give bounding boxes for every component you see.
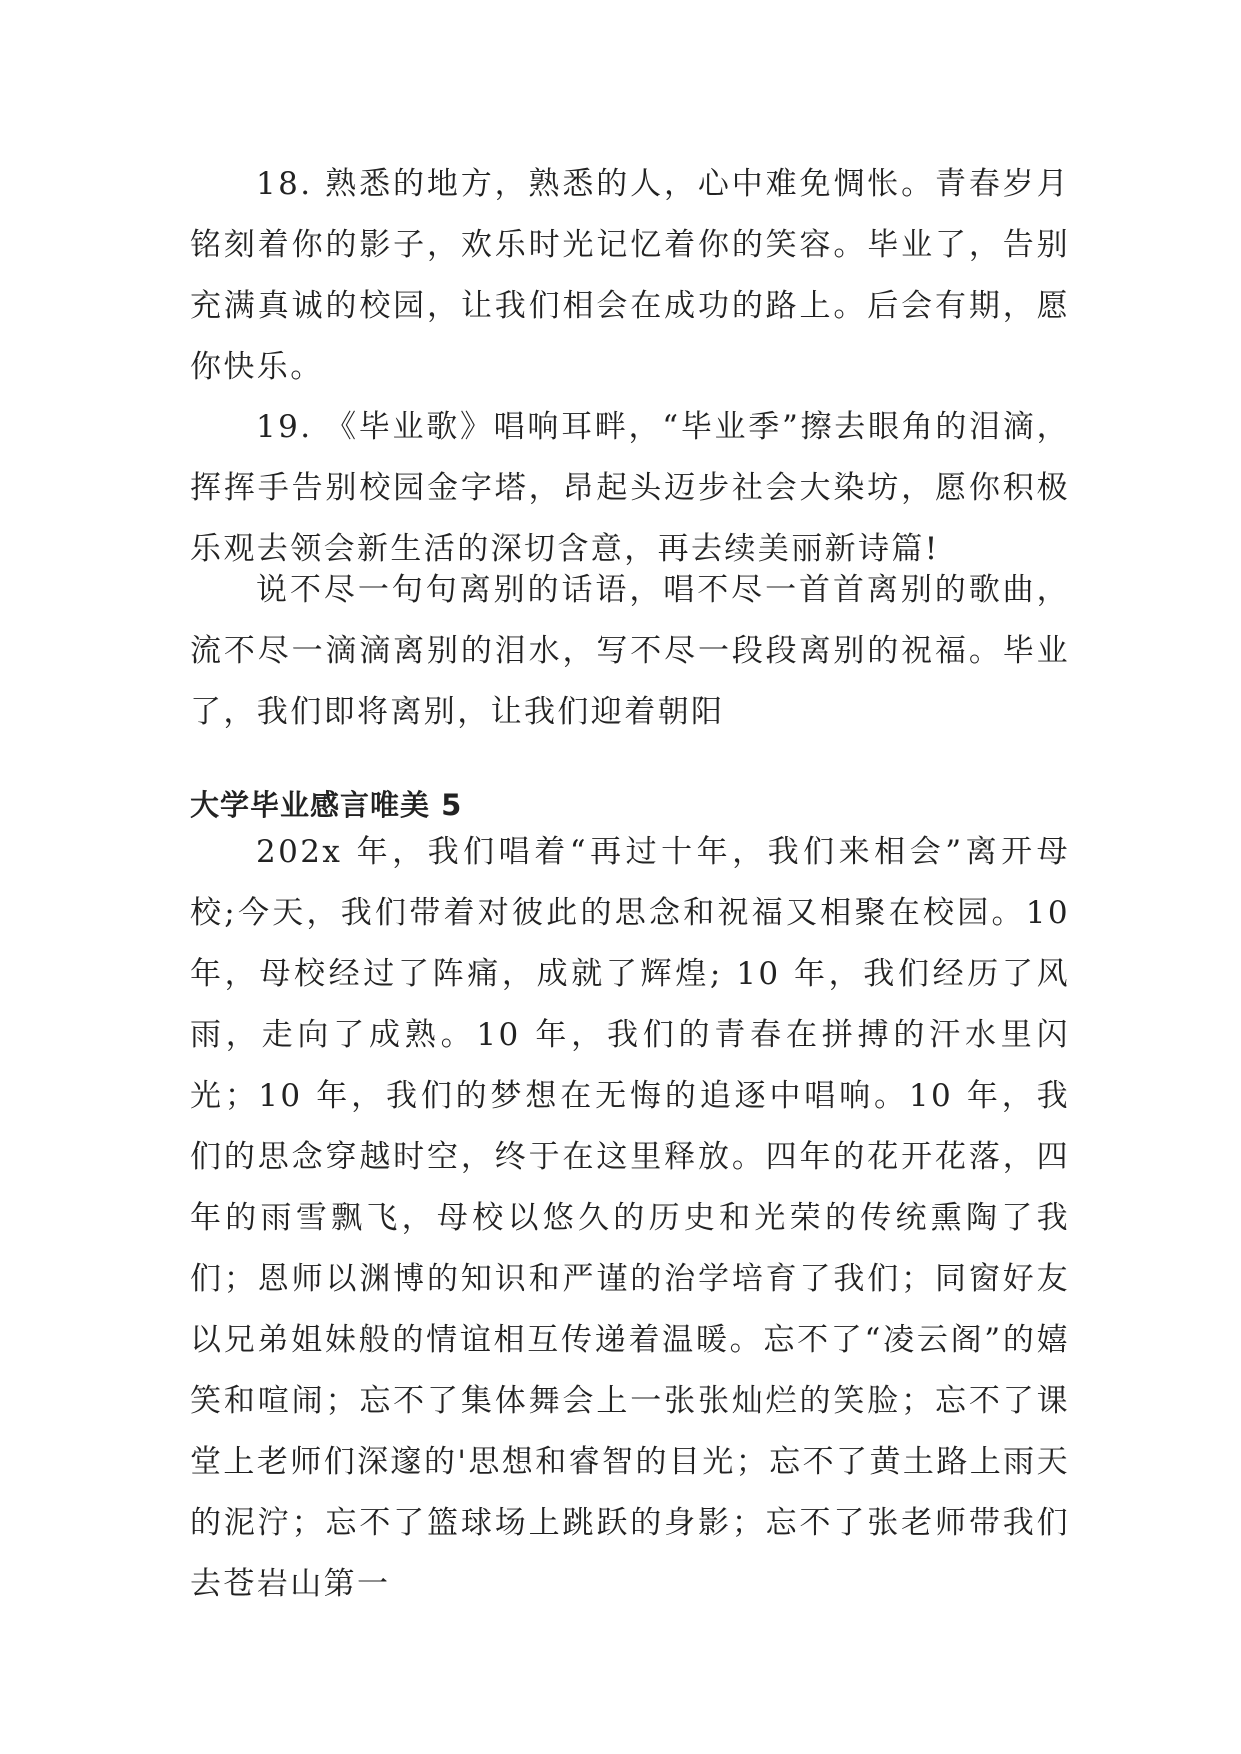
section-paragraph: 202x 年，我们唱着“再过十年，我们来相会”离开母校;今天，我们带着对彼此的思念和祝福又相聚在校园。10 年，母校经过了阵痛，成就了辉煌; 10 年，我们经历了风雨，走向了成熟。10 年，我们的青春在拼搏的汗水里闪光；10 年，我们的梦想在无悔的追逐中唱响。10 年，我们的思念穿越时空，终于在这里释放。四年的花开花落，四年的雨雪飘飞，母校以悠久的历史和光荣的传统熏陶了我们；恩师以渊博的知识和严谨的治学培育了我们；同窗好友以兄弟姐妹般的情谊相互传递着温暖。忘不了“凌云阁”的嬉笑和喧闹；忘不了集体舞会上一张张灿烂的笑脸；忘不了课堂上老师们深邃的'思想和睿智的目光；忘不了黄土路上雨天的泥泞；忘不了篮球场上跳跃的身影；忘不了张老师带我们去苍岩山第一 (190, 834, 1070, 1602)
paragraph-18: 18. 熟悉的地方，熟悉的人，心中难免惆怅。青春岁月铭刻着你的影子，欢乐时光记忆着你的笑容。毕业了，告别充满真诚的校园，让我们相会在成功的路上。后会有期，愿你快乐。 (190, 166, 1070, 385)
paragraph-19: 19. 《毕业歌》唱响耳畔，“毕业季”擦去眼角的泪滴，挥挥手告别校园金字塔，昂起头迈步社会大染坊，愿你积极乐观去领会新生活的深切含意，再去续美丽新诗篇! (190, 409, 1070, 567)
section-heading: 大学毕业感言唯美 5 (190, 788, 463, 822)
closing-paragraph: 说不尽一句句离别的话语，唱不尽一首首离别的歌曲，流不尽一滴滴离别的泪水，写不尽一段段离别的祝福。毕业了，我们即将离别，让我们迎着朝阳 (190, 572, 1070, 730)
